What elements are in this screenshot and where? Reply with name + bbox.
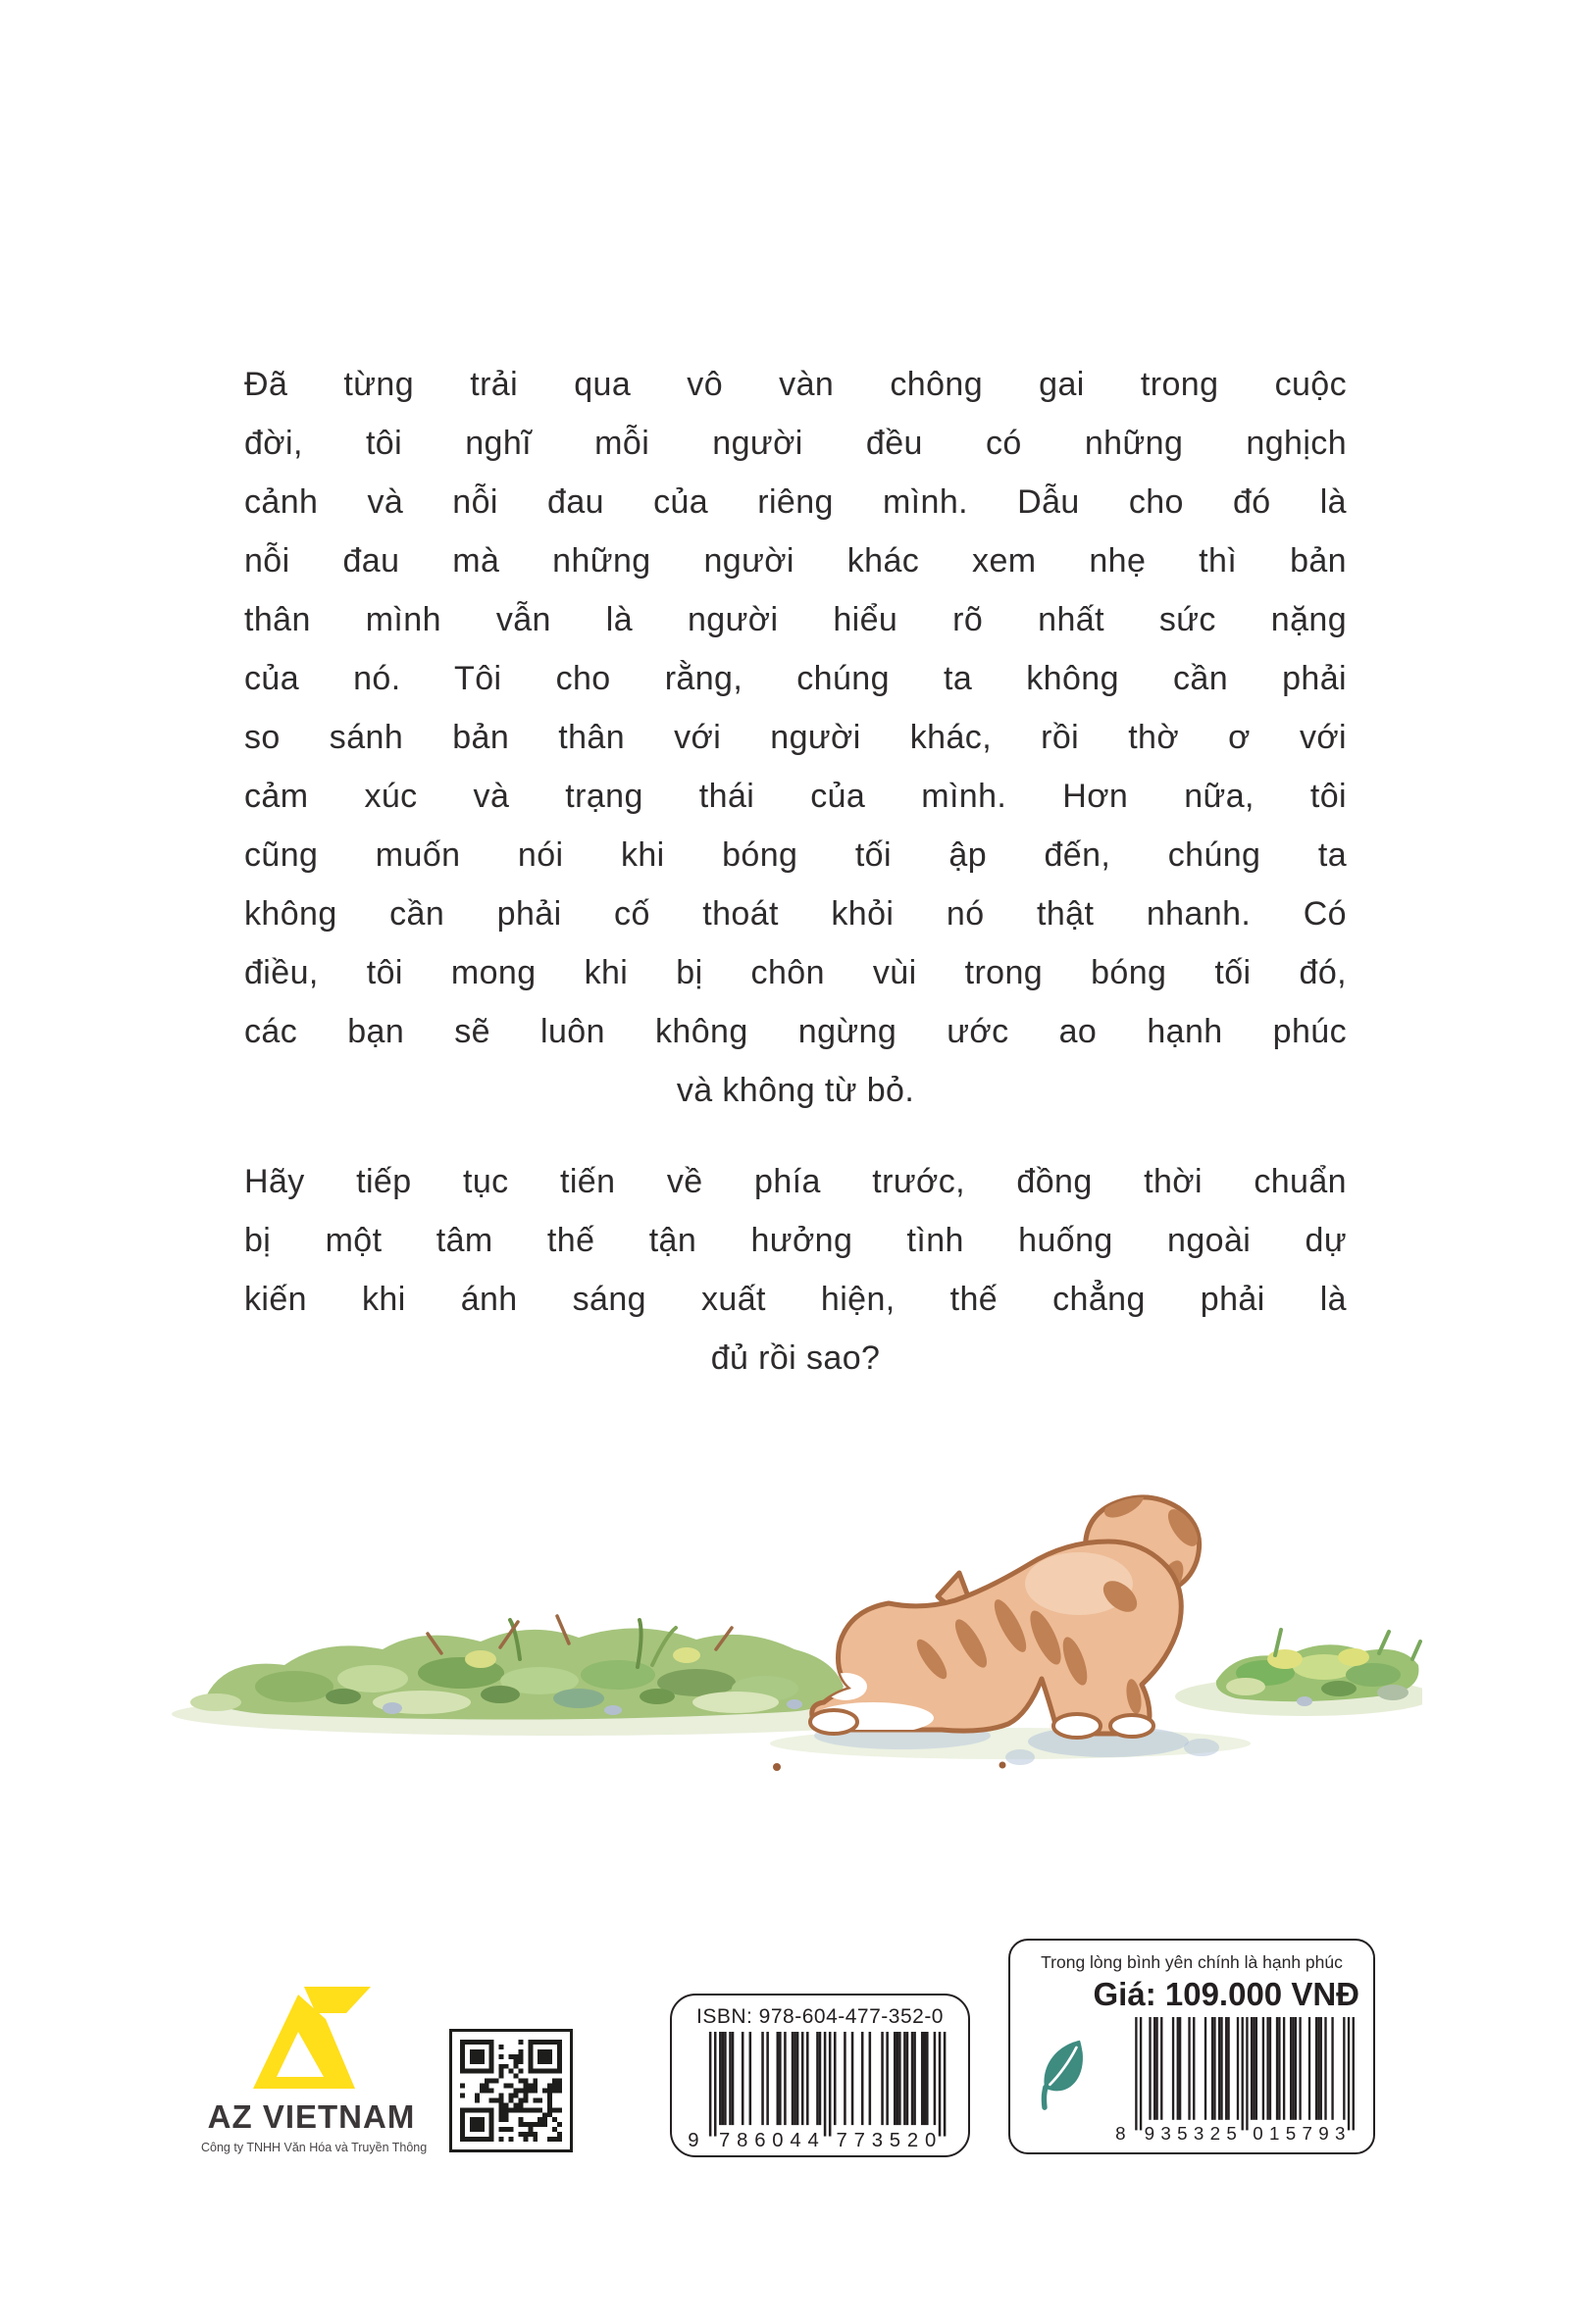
price-barcode (1114, 2017, 1361, 2141)
text-line: của nó. Tôi cho rằng, chúng ta không cần phải (244, 660, 1347, 697)
text-line: cảnh và nỗi đau của riêng mình. Dẫu cho đó là (244, 483, 1347, 521)
qr-code (449, 2029, 573, 2152)
qr-code-graphic (460, 2040, 562, 2142)
text-line: đời, tôi nghĩ mỗi người đều có những nghịch (244, 425, 1347, 462)
text-line: nỗi đau mà những người khác xem nhẹ thì bản (244, 542, 1347, 580)
isbn-barcode (687, 2032, 953, 2147)
isbn-label: ISBN: 978-604-477-352-0 (696, 2005, 944, 2028)
svg-text:773520: 773520 (836, 2130, 937, 2147)
leaf-icon-graphic (1036, 2035, 1089, 2113)
blurb-paragraph-2 (244, 1152, 1347, 1388)
publisher-subtitle: Công ty TNHH Văn Hóa và Truyền Thông (201, 2141, 428, 2154)
text-line: bị một tâm thế tận hưởng tình huống ngoài dự (244, 1222, 1347, 1259)
svg-text:935325: 935325 (1144, 2123, 1237, 2141)
text-line: kiến khi ánh sáng xuất hiện, thế chẳng phải là (244, 1281, 1347, 1318)
svg-text:786044: 786044 (719, 2130, 819, 2147)
text-line: và không từ bỏ. (676, 1072, 915, 1109)
blurb-text (244, 355, 1347, 1388)
publisher-name: AZ VIETNAM (207, 2098, 416, 2135)
text-line: các bạn sẽ luôn không ngừng ước ao hạnh phúc (244, 1013, 1347, 1050)
text-line: điều, tôi mong khi bị chôn vùi trong bóng tối đó, (244, 954, 1347, 991)
blurb-paragraph-1 (244, 355, 1347, 1120)
text-line: cũng muốn nói khi bóng tối ập đến, chúng ta (244, 836, 1347, 874)
text-line: Đã từng trải qua vô vàn chông gai trong cuộc (244, 366, 1347, 403)
az-vietnam-logo-icon (252, 1987, 372, 2089)
isbn-box (670, 1994, 970, 2157)
text-line: so sánh bản thân với người khác, rồi thờ ơ với (244, 719, 1347, 756)
cat-on-grass-drawing (147, 1402, 1422, 1775)
svg-text:9: 9 (688, 2130, 699, 2147)
text-line: thân mình vẫn là người hiểu rõ nhất sức nặng (244, 601, 1347, 638)
book-title-tagline: Trong lòng bình yên chính là hạnh phúc (1041, 1952, 1343, 1972)
svg-text:015793: 015793 (1253, 2123, 1346, 2141)
svg-text:8: 8 (1115, 2123, 1126, 2141)
text-line: cảm xúc và trạng thái của mình. Hơn nữa, tôi (244, 778, 1347, 815)
cat-illustration (147, 1402, 1422, 1775)
text-line: không cần phải cố thoát khỏi nó thật nhanh. Có (244, 895, 1347, 933)
price-box (1008, 1939, 1375, 2154)
publisher-logo-block (201, 1987, 428, 2154)
leaf-icon (1036, 2035, 1089, 2118)
price-label: Giá: 109.000 VNĐ (1093, 1976, 1359, 2012)
text-line: đủ rồi sao? (710, 1339, 881, 1377)
text-line: Hãy tiếp tục tiến về phía trước, đồng thời chuẩn (244, 1163, 1347, 1200)
